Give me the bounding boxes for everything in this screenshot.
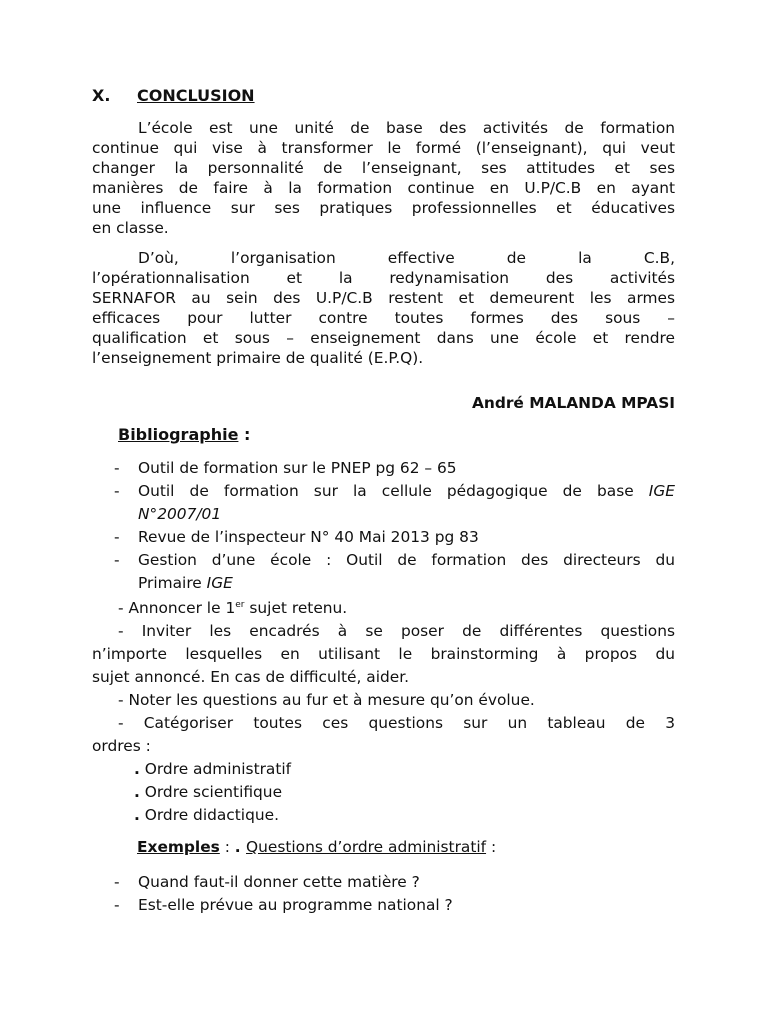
paragraph-line: continue qui vise à transformer le formé (l’enseignant), qui veut: [92, 139, 675, 157]
list-dash: -: [114, 482, 120, 500]
order-item-text: Ordre didactique.: [144, 806, 279, 824]
examples-subheading: Questions d’ordre administratif: [246, 838, 487, 856]
list-item-text: Est-elle prévue au programme national ?: [138, 896, 453, 914]
step-2-line-1: - Inviter les encadrés à se poser de différentes questions: [118, 622, 675, 640]
list-item-line2: [138, 572, 675, 595]
bibliography-title: Bibliographie: [118, 425, 239, 444]
step-1-pre: Annoncer le 1: [128, 599, 236, 617]
order-item: . Ordre scientifique: [134, 783, 283, 801]
list-item-text: Revue de l’inspecteur N° 40 Mai 2013 pg 83: [138, 528, 479, 546]
examples-sep: :: [219, 838, 235, 856]
order-item-text: Ordre administratif: [144, 760, 292, 778]
paragraph-line: L’école est une unité de base des activités de formation: [138, 119, 675, 137]
step-3-text: Noter les questions au fur et à mesure qu’on évolue.: [128, 691, 535, 709]
list-item: [92, 549, 675, 595]
list-item-line2-text: Primaire: [138, 574, 207, 592]
list-dash: -: [114, 528, 120, 546]
paragraph-line: en classe.: [92, 219, 169, 237]
list-item-text-main: Outil de formation sur la cellule pédagogique de base: [138, 482, 649, 500]
step-1-post: sujet retenu.: [244, 599, 348, 617]
section-number: X.: [92, 86, 111, 105]
step-2-line-3: sujet annoncé. En cas de difficulté, aider.: [92, 668, 410, 686]
list-item: [92, 457, 675, 480]
list-item-italic: IGE: [206, 574, 233, 592]
list-item-italic-line2: N°2007/01: [138, 505, 222, 523]
paragraph-line: changer la personnalité de l’enseignant, ses attitudes et ses: [92, 159, 675, 177]
list-dash: -: [114, 896, 120, 914]
examples-label: Exemples: [137, 838, 220, 856]
steps-list: [92, 597, 675, 827]
author-signature: André MALANDA MPASI: [471, 394, 675, 412]
list-item: [92, 526, 675, 549]
examples-list: [92, 871, 675, 917]
order-item-text: Ordre scientifique: [144, 783, 283, 801]
list-item-text: Outil de formation sur le PNEP pg 62 – 65: [138, 459, 457, 477]
paragraph-line: l’opérationnalisation et la redynamisation des activités: [92, 269, 675, 287]
conclusion-paragraph-2: [92, 248, 675, 368]
step-4-text: Catégoriser toutes ces questions sur un tableau de 3: [143, 714, 675, 732]
paragraph-line: SERNAFOR au sein des U.P/C.B restent et demeurent les armes: [92, 289, 675, 307]
step-1: - Annoncer le 1er sujet retenu.: [118, 599, 348, 617]
paragraph-line: manières de faire à la formation continue en U.P/C.B en ayant: [92, 179, 675, 197]
examples-heading: [137, 838, 496, 856]
step-4-line-2: ordres :: [92, 737, 151, 755]
section-title: CONCLUSION: [137, 86, 255, 105]
paragraph-line: D’où, l’organisation effective de la C.B,: [138, 249, 675, 267]
conclusion-paragraph-1: [92, 118, 675, 238]
step-3: - Noter les questions au fur et à mesure qu’on évolue.: [118, 691, 535, 709]
list-item-text: [138, 480, 675, 503]
bibliography-colon: :: [238, 425, 251, 444]
order-item: . Ordre didactique.: [134, 806, 279, 824]
paragraph-line: une influence sur ses pratiques professionnelles et éducatives: [92, 199, 675, 217]
paragraph-line: efficaces pour lutter contre toutes formes des sous –: [92, 309, 675, 327]
list-item-italic: IGE: [648, 482, 675, 500]
list-item: [92, 871, 675, 894]
paragraph-line: qualification et sous – enseignement dans une école et rendre: [92, 329, 675, 347]
paragraph-line: l’enseignement primaire de qualité (E.P.Q).: [92, 349, 424, 367]
list-item: [92, 894, 675, 917]
list-item-text: Gestion d’une école : Outil de formation des directeurs du: [138, 551, 675, 569]
examples-dot: .: [234, 838, 247, 856]
bibliography-heading: [118, 425, 250, 444]
bibliography-list: [92, 457, 675, 595]
list-dash: -: [114, 459, 120, 477]
step-1-sup: er: [235, 599, 245, 610]
section-heading: [92, 86, 255, 105]
examples-tail: :: [486, 838, 497, 856]
order-item: . Ordre administratif: [134, 760, 292, 778]
step-2-text: Inviter les encadrés à se poser de différentes questions: [141, 622, 675, 640]
list-item-text: Quand faut-il donner cette matière ?: [138, 873, 420, 891]
list-dash: -: [114, 551, 120, 569]
list-dash: -: [114, 873, 120, 891]
list-item: [92, 480, 675, 526]
step-4-line-1: - Catégoriser toutes ces questions sur un tableau de 3: [118, 714, 675, 732]
step-2-line-2: n’importe lesquelles en utilisant le brainstorming à propos du: [92, 645, 675, 663]
